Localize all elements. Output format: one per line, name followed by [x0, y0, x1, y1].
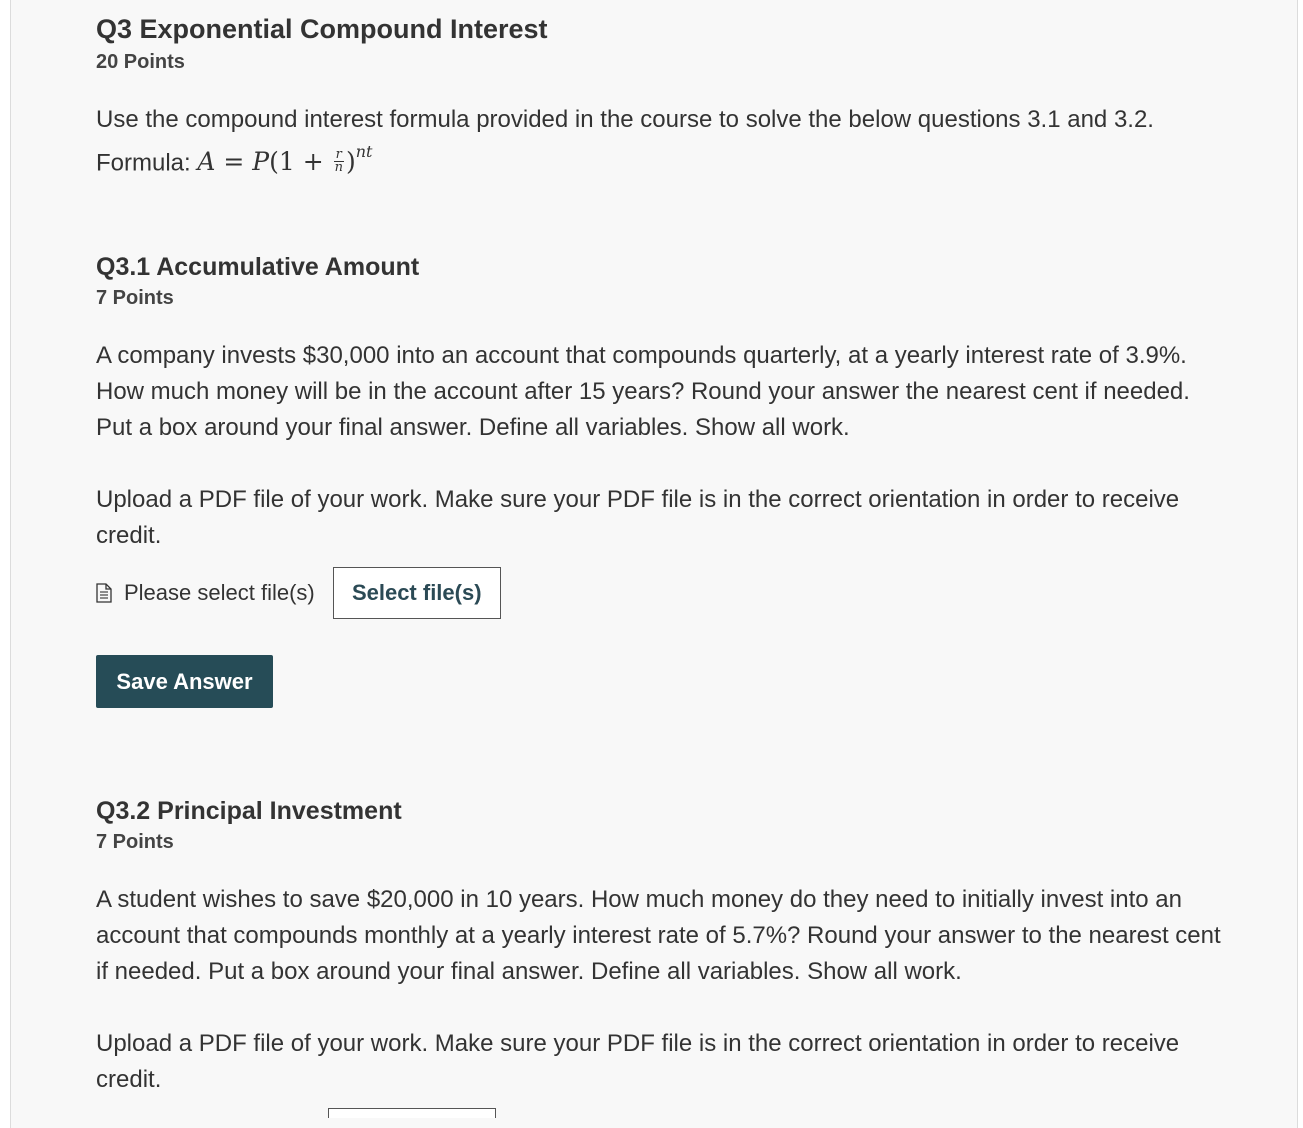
- q31-points: 7 Points: [96, 287, 174, 309]
- formula-a: A: [197, 147, 216, 177]
- formula-p: P: [252, 147, 270, 177]
- q3-intro: [96, 102, 1216, 181]
- formula-open: (1 +: [269, 147, 332, 177]
- formula-r: r: [334, 149, 344, 162]
- q32-points: 7 Points: [96, 831, 174, 853]
- question-panel: [10, 0, 1298, 1128]
- q31-upload-instructions: Upload a PDF file of your work. Make sure your PDF file is in the correct orientation in order to receive credit.: [96, 486, 1180, 549]
- q32-title: Q3.2 Principal Investment: [96, 797, 402, 825]
- q32-upload-instructions: Upload a PDF file of your work. Make sure your PDF file is in the correct orientation in order to receive credit.: [96, 1030, 1180, 1093]
- file-status-label: Please select file(s): [124, 580, 315, 605]
- formula-equals: =: [215, 147, 253, 177]
- formula-fraction: [334, 149, 344, 174]
- select-files-button[interactable]: Select file(s): [333, 567, 501, 619]
- q31-title: Q3.1 Accumulative Amount: [96, 253, 420, 281]
- file-icon: [96, 583, 112, 603]
- q31-upload-row: [96, 566, 501, 620]
- q3-points: 20 Points: [96, 51, 185, 73]
- q31-question: A company invests $30,000 into an account that compounds quarterly, at a yearly interest rate of 3.9%. How much money will be in the account after 15 years? Round your answer the nearest cent if needed. Put a box around your final answer. Define all variables. Show all work.: [96, 342, 1190, 441]
- select-files-button-partial[interactable]: [328, 1108, 496, 1118]
- formula-close: ): [345, 147, 356, 177]
- q3-intro-text: Use the compound interest formula provided in the course to solve the below questions 3.1 and 3.2. Formula:: [96, 106, 1154, 177]
- q32-question: A student wishes to save $20,000 in 10 years. How much money do they need to initially invest into an account that compounds monthly at a yearly interest rate of 5.7%? Round your answer to the nearest cent if needed. Put a box around your final answer. Define all variables. Show all work.: [96, 886, 1221, 985]
- formula-exponent: nt: [355, 142, 373, 161]
- save-answer-button[interactable]: Save Answer: [96, 655, 273, 708]
- q3-title: Q3 Exponential Compound Interest: [96, 14, 548, 44]
- formula-n: n: [334, 160, 343, 176]
- compound-interest-formula: [197, 142, 373, 177]
